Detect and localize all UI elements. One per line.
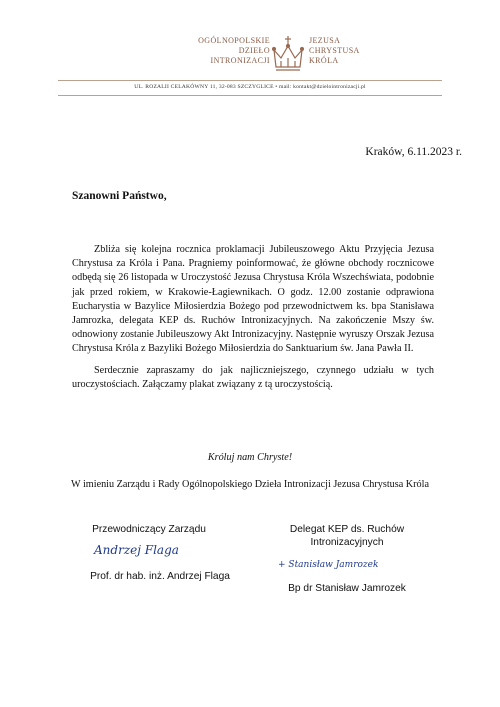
letter-paragraph: Zbliża się kolejna rocznica proklamacji Jubileuszowego Aktu Przyjęcia Jezusa Chrystusa za Króla i Pana. Pragniemy poinformować, że główne obchody rocznicowe odbędą się 26 listopada w Uroczystość Jezusa Chrystusa Króla Wszechświata, podobnie jak przed rokiem, w Krakowie-Łagiewnikach. O godz. 12.00 zostanie odprawiona Eucharystia w Bazylice Miłosierdzia Bożego pod przewodnictwem ks. bpa Stanisława Jamrozka, delegata KEP ds. Ruchów Intronizacyjnych. Na zakończenie Mszy św. odnowiony zostanie Jubileuszowy Akt Intronizacyjny. Następnie wyruszy Orszak Jezusa Chrystusa Króla z Bazyliki Bożego Miłosierdzia do Sanktuarium św. Jana Pawła II. <box>72 244 434 355</box>
signature-title-left: Przewodniczący Zarządu <box>92 524 206 535</box>
header-line: DZIEŁO <box>238 46 270 55</box>
organization-name-left <box>150 36 270 66</box>
signatory-name-right: Bp dr Stanisław Jamrozek <box>288 583 406 594</box>
header-address: UL. ROZALII CELAKÓWNY 11, 32-083 SZCZYGLICE • mail: kontakt@dzielointronizacji.pl <box>134 84 366 90</box>
header-line: KRÓLA <box>309 56 339 65</box>
header-line: INTRONIZACJI <box>210 56 270 65</box>
header-line: OGÓLNOPOLSKIE <box>198 36 270 45</box>
organization-name-right <box>309 36 429 66</box>
header-line: JEZUSA <box>309 36 341 45</box>
title-line: Intronizacyjnych <box>310 537 384 548</box>
header-divider <box>58 95 442 96</box>
acclamation: Króluj nam Chryste! <box>207 452 293 463</box>
header-line: CHRYSTUSA <box>309 46 360 55</box>
letter-date: Kraków, 6.11.2023 r. <box>365 146 462 158</box>
handwritten-signature-left <box>92 538 212 560</box>
letter-greeting: Szanowni Państwo, <box>72 190 167 202</box>
signature-title-right <box>262 523 432 549</box>
header-divider <box>58 80 442 81</box>
letter-paragraph: Serdecznie zapraszamy do jak najliczniejszego, czynnego udziału w tych uroczystościach. Załączamy plakat związany z tą uroczystością. <box>72 365 434 391</box>
crown-logo-icon <box>270 34 306 74</box>
title-line: Delegat KEP ds. Ruchów <box>289 524 405 535</box>
handwritten-signature-right <box>276 553 406 573</box>
letter-closing: W imieniu Zarządu i Rady Ogólnopolskiego Dzieła Intronizacji Jezusa Chrystusa Króla <box>71 479 429 490</box>
signature-text: Andrzej Flaga <box>94 543 179 557</box>
signature-text: + Stanisław Jamrozek <box>278 560 379 570</box>
signatory-name-left: Prof. dr hab. inż. Andrzej Flaga <box>90 571 230 582</box>
